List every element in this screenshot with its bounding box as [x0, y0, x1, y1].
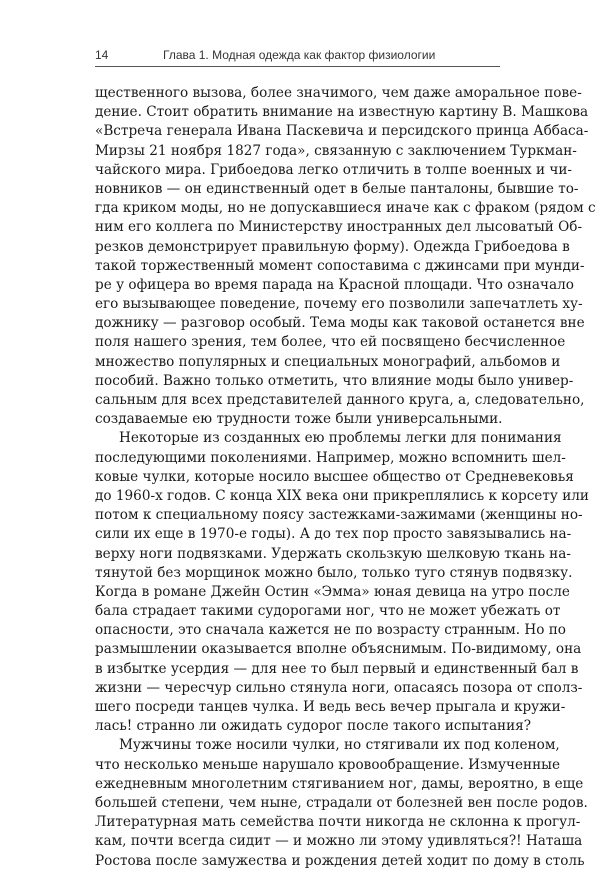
text-line: в избытке усердия — для нее то был первый и единственный бал в	[95, 660, 579, 677]
text-line: Ростова после замужества и рождения детей ходит по дому в столь	[95, 852, 585, 869]
text-line: жизни — чересчур сильно стянула ноги, опасаясь позора от сполз-	[95, 679, 583, 696]
text-line: поля нашего зрения, тем более, что ей посвящено бесчисленное	[95, 334, 566, 351]
body-text	[95, 84, 596, 871]
text-line: такой торжественный момент сопоставима с джинсами при мунди-	[95, 257, 585, 274]
text-line: ежедневным многолетним стягиванием ног, дамы, вероятно, в еще	[95, 775, 584, 792]
text-line: опасности, это сначала кажется не по возрасту странным. Но по	[95, 622, 566, 639]
text-line: его вызывающее поведение, почему его позволили запечатлеть ху-	[95, 296, 583, 313]
text-line: верху ноги подвязками. Удержать скользкую шелковую ткань на-	[95, 545, 571, 562]
text-line: дение. Стоит обратить внимание на известную картину В. Машкова	[95, 104, 589, 121]
paragraph-first-line: Мужчины тоже носили чулки, но стягивали их под коленом,	[119, 737, 560, 754]
text-line: большей степени, чем ныне, страдали от болезней вен после родов.	[95, 794, 588, 811]
text-line: ковые чулки, которые носило высшее общество от Средневековья	[95, 468, 574, 485]
text-line: щественного вызова, более значимого, чем даже аморальное пове-	[95, 85, 582, 101]
text-line: Когда в романе Джейн Остин «Эмма» юная девица на утро после	[95, 583, 570, 600]
text-line: последующими поколениями. Например, можно вспомнить шел-	[95, 449, 566, 466]
text-line: кам, почти всегда сидит — и можно ли этому удивляться?! Наташа	[95, 833, 583, 850]
text-line: размышлении оказывается вполне объяснимым. По-видимому, она	[95, 641, 582, 658]
header-divider	[95, 66, 500, 67]
text-line: сили их еще в 1970-е годы). А до тех пор просто завязывались на-	[95, 526, 572, 543]
text-line: резков демонстрирует правильную форму). Одежда Грибоедова в	[95, 238, 570, 255]
text-line: дожнику — разговор особый. Тема моды как таковой останется вне	[95, 315, 585, 332]
text-line: до 1960-х годов. С конца XIX века они прикреплялись к корсету или	[95, 487, 589, 504]
text-line: ре у офицера во время парада на Красной площади. Что означало	[95, 276, 574, 293]
text-line: сальным для всех представителей данного круга, а, следовательно,	[95, 392, 585, 408]
text-line: тянутой без морщинок можно было, только туго стянув подвязку.	[95, 564, 573, 581]
text-line: потом к специальному поясу застежками-зажимами (женщины но-	[95, 507, 583, 524]
text-line: ним его коллега по Министерству иностранных дел лысоватый Об-	[95, 219, 583, 236]
page-number: 14	[95, 48, 109, 62]
text-line: гда криком моды, но не допускавшиеся иначе как с фраком (рядом с	[95, 200, 596, 217]
paragraph-last-line: лась! странно ли ожидать судорог после такого испытания?	[95, 718, 532, 735]
text-line: новников — он единственный одет в белые панталоны, бывшие то-	[95, 180, 579, 197]
text-line: чайского мира. Грибоедова легко отличить в толпе военных и чи-	[95, 161, 573, 178]
paragraph-last-line: создаваемые ею трудности тоже были универсальными.	[95, 411, 503, 428]
text-line: Мирзы 21 ноября 1827 года», связанную с заключением Туркман-	[95, 142, 577, 159]
text-line: «Встреча генерала Ивана Паскевича и персидского принца Аббаса-	[95, 123, 589, 140]
text-line: пособий. Важно только отметить, что влияние моды было универ-	[95, 372, 574, 389]
text-line: бала страдает такими судорогами ног, что не может убежать от	[95, 603, 561, 620]
chapter-title: Глава 1. Модная одежда как фактор физиологии	[163, 48, 436, 62]
text-line: что несколько меньше нарушало кровообращение. Измученные	[95, 756, 561, 773]
text-line: множество популярных и специальных монографий, альбомов и	[95, 353, 561, 370]
paragraph-first-line: Некоторые из созданных ею проблемы легки для понимания	[119, 430, 562, 447]
text-line: Литературная мать семейства почти никогда не склонна к прогул-	[95, 814, 581, 831]
text-line: шего посреди танцев чулка. И ведь весь вечер прыгала и кружи-	[95, 699, 566, 715]
